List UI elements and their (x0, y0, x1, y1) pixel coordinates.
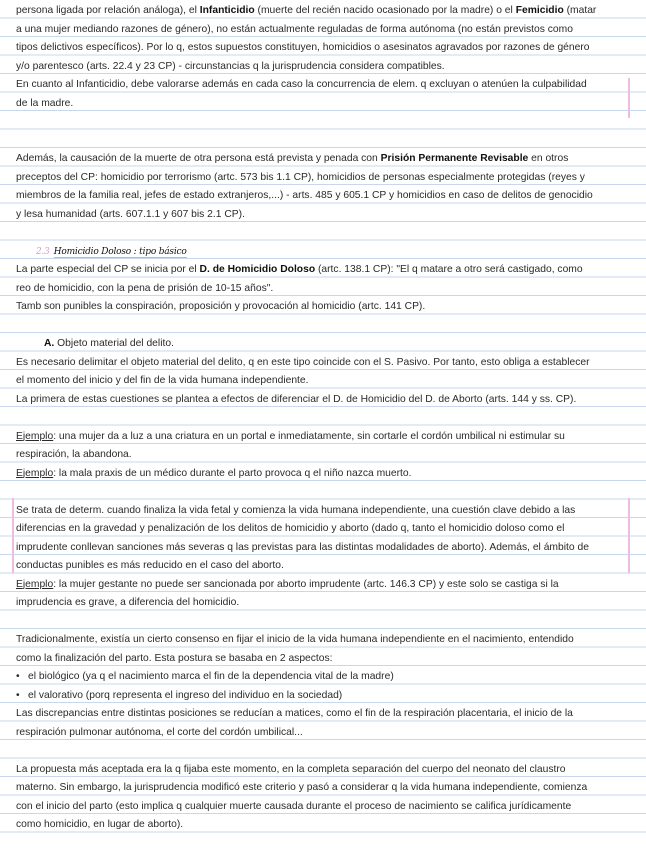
list-item: • el valorativo (porq representa el ingreso del individuo en la sociedad) (16, 689, 343, 701)
section-heading: 2.3 Homicidio Doloso : tipo básico (36, 246, 187, 257)
document-body (16, 2, 634, 835)
paragraph-tradicionalmente: Tradicionalmente, existía un cierto consenso en fijar el inicio de la vida humana independiente en el nacimiento, entendido como la finalización del parto. Esta postura se basaba en 2 aspectos: • el biológico (ya q el nacimiento marca el fin de la dependencia vital de la madre) • el valorativo (porq representa el ingreso del individuo en la sociedad) Las discrepancias entre distintas posiciones se reducían a matices, como el fin de la respiración placentaria, el inicio de la respiración pulmonar autónoma, el corte del cordón umbilical... (16, 631, 634, 742)
paragraph-objeto-material: Es necesario delimitar el objeto material del delito, q en este tipo coincide con el S. Pasivo. Por tanto, esto obliga a establecer el momento del inicio y del fin de la vida humana independiente. La primera de estas cuestiones se plantea a efectos de diferenciar el D. de Homicidio del D. de Aborto (arts. 144 y ss. CP). (16, 356, 590, 405)
paragraph-homicidio-doloso: La parte especial del CP se inicia por el D. de Homicidio Doloso (artc. 138.1 CP): "El q matare a otro será castigado, como reo de homicidio, con la pena de prisión de 10-15 años". Tamb son punibles la conspiración, proposición y provocación al homicidio (artc. 141 CP). (16, 264, 583, 312)
paragraph-prision-permanente: Además, la causación de la muerte de otra persona está prevista y penada con Prisión Permanente Revisable en otros preceptos del CP: homicidio por terrorismo (artc. 573 bis 1.1 CP), homicidios de personas especialmente protegidas (reyes y miembros de la familia real, jefes de estado extranjeros,...) - arts. 485 y 605.1 CP y homicidios en caso de delitos de genocidio y lesa humanidad (arts. 607.1.1 y 607 bis 2.1 CP). (16, 153, 593, 220)
margin-highlight (12, 498, 14, 573)
paragraph-propuesta: La propuesta más aceptada era la q fijaba este momento, en la completa separación del cuerpo del neonato del claustro materno. Sin embargo, la jurisprudencia modificó este criterio y pasó a considerar q la vida humana independiente, comienza con el inicio del parto (esto implica q cualquier muerte causada durante el proceso de nacimiento se califica jurídicamente como homicidio, en lugar de aborto). (16, 763, 588, 830)
paragraph-vida-fetal: Se trata de determ. cuando finaliza la vida fetal y comienza la vida humana independiente, una cuestión clave debido a las diferencias en la gravedad y penalización de los delitos de homicidio y aborto (dado q, tanto el homicidio doloso como el imprudente conllevan sanciones más severas q las previstas para las distintas modalidades de aborto). Además, el ámbito de conductas punibles es más reducido en el caso del aborto. Ejemplo: la mujer gestante no puede ser sancionada por aborto imprudente (artc. 146.3 CP) y este solo se castiga si la imprudencia es grave, a diferencia del homicidio. (16, 504, 589, 608)
examples: Ejemplo: una mujer da a luz a una criatura en un portal e inmediatamente, sin cortarle el cordón umbilical ni estimular su respiración, la abandona. Ejemplo: la mala praxis de un médico durante el parto provoca q el niño nazca muerto. (16, 430, 565, 479)
list-item: • el biológico (ya q el nacimiento marca el fin de la dependencia vital de la madre) (16, 671, 394, 682)
subsection-heading: A. Objeto material del delito. (44, 338, 174, 349)
paragraph-infanticidio: persona ligada por relación análoga), el Infanticidio (muerte del recién nacido ocasionado por la madre) o el Femicidio (matar a una mujer mediando razones de género), no están actualmente reguladas de forma autónoma (no están previstos como tipos delictivos específicos). Por lo q, estos supuestos constituyen, homicidios o asesinatos agravados por razones de género y/o parentesco (arts. 22.4 y 23 CP) - circunstancias q la jurisprudencia considera compatibles. En cuanto al Infanticidio, debe valorarse además en cada caso la concurrencia de elem. q excluyan o atenúen la culpabilidad de la madre. (16, 5, 597, 109)
